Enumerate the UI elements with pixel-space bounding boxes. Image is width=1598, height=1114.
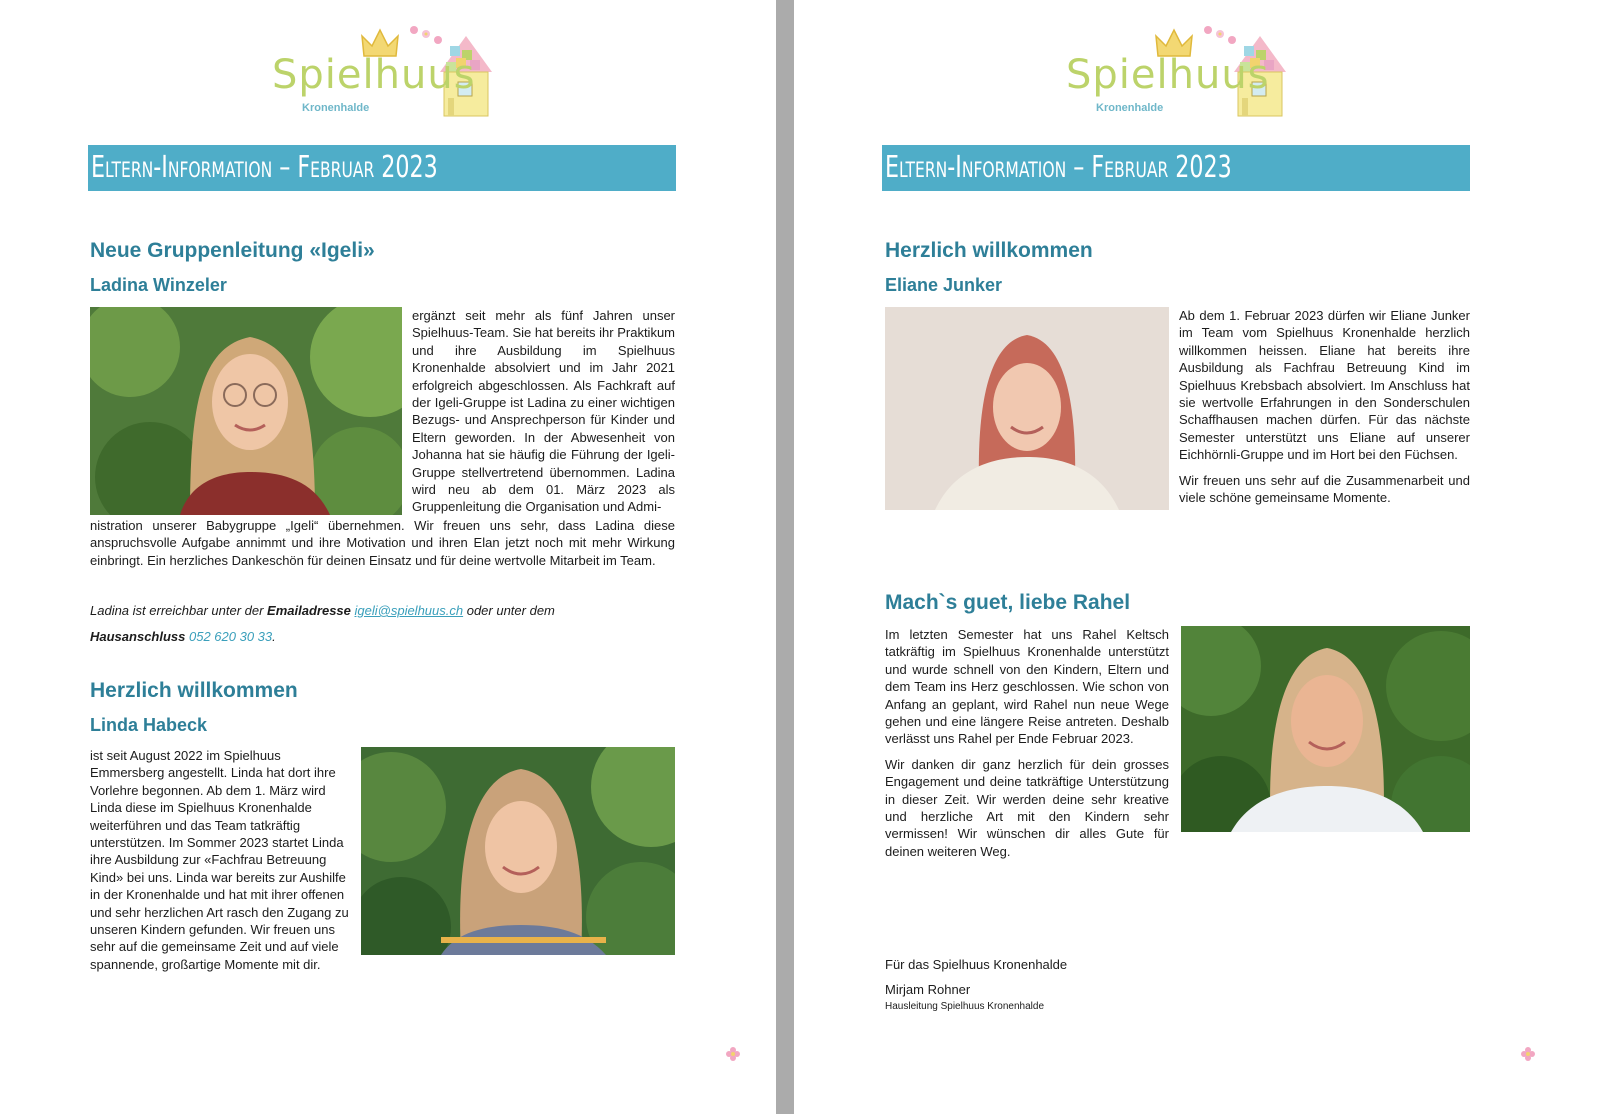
phone-number: 052 620 30 33: [189, 629, 273, 644]
document-page-left: [0, 0, 776, 1114]
spielhuus-logo: [268, 22, 508, 122]
photo-rahel-keltsch: [1181, 626, 1470, 832]
contact-end: .: [272, 629, 276, 644]
contact-line-email: [90, 603, 555, 618]
email-link[interactable]: igeli@spielhuus.ch: [354, 603, 464, 618]
text-rahel-2: Wir danken dir ganz herzlich für dein grosses Engagement und deine tatkräftige Unterstützung in dieser Zeit. Wir werden deine sehr kreative und herzliche Art mit den Kindern sehr vermissen! Wir wünschen dir alles Gute für deinen weiteren Weg.: [885, 756, 1169, 859]
text-eliane-1: Ab dem 1. Februar 2023 dürfen wir Eliane Junker im Team vom Spielhuus Kronenhalde herzlich willkommen heissen. Eliane hat bereits ihre Ausbildung als Fachfrau Betreuung Kind im Spielhuus Krebsbach absolviert. Im Anschluss hat sie wertvolle Erfahrungen in den Sonderschulen Schaffhausen machen dürfen. Für das nächste Semester unterstützt uns Eliane auf unserer Eichhörnli-Gruppe und im Hort bei den Füchsen.: [1179, 308, 1470, 463]
logo-subtitle: Kronenhalde: [1096, 102, 1164, 114]
newsletter-banner: [88, 145, 676, 191]
logo-wordmark: Spielhuus: [272, 52, 476, 98]
contact-line-phone: [90, 629, 276, 644]
text-eliane-2: Wir freuen uns sehr auf die Zusammenarbeit und viele schöne gemeinsame Momente.: [1179, 472, 1470, 506]
text-rahel-1: Im letzten Semester hat uns Rahel Keltsch tatkräftig im Spielhuus Kronenhalde unterstützt und wurde schnell von den Kindern, Eltern und dem Team ins Herz geschlossen. Wie schon von Anfang an geplant, wird Rahel nun neue Wege gehen und eine längere Reise antreten. Deshalb verlässt uns Rahel per Ende Februar 2023.: [885, 627, 1169, 747]
person-name: Ladina Winzeler: [90, 275, 227, 295]
flower-icon: [1202, 22, 1238, 46]
spielhuus-logo: [1062, 22, 1302, 122]
phone-label: Hausanschluss: [90, 629, 186, 644]
section-heading: Mach`s guet, liebe Rahel: [885, 591, 1131, 614]
newsletter-banner: [882, 145, 1470, 191]
section-heading: Herzlich willkommen: [90, 679, 298, 702]
signature-line: Für das Spielhuus Kronenhalde: [885, 957, 1068, 972]
logo-wordmark: Spielhuus: [1066, 52, 1270, 98]
logo-subtitle: Kronenhalde: [302, 102, 370, 114]
banner-title: Eltern-Information – Februar 2023: [885, 150, 1232, 185]
photo-linda-habeck: [361, 747, 675, 955]
banner-title: Eltern-Information – Februar 2023: [91, 150, 438, 185]
person-name: Eliane Junker: [885, 275, 1003, 295]
text-rahel: [885, 626, 1169, 860]
email-label: Emailadresse: [267, 603, 351, 618]
person-name: Linda Habeck: [90, 715, 208, 735]
flower-icon: [725, 1046, 741, 1062]
contact-prefix: Ladina ist erreichbar unter der: [90, 603, 268, 618]
section-heading: Neue Gruppenleitung «Igeli»: [90, 239, 375, 262]
signature-role: Hausleitung Spielhuus Kronenhalde: [885, 1001, 1045, 1012]
text-eliane: [1179, 307, 1470, 506]
text-ladina-continued: nistration unserer Babygruppe „Igeli“ übernehmen. Wir freuen uns sehr, dass Ladina diese anspruchsvolle Aufgabe annimmt und ihre Motivation und ihren Elan jetzt noch mit mehr Wirkung einbringt. Ein herzliches Dankeschön für deinen Einsatz und für deine wertvolle Mitarbeit im Team.: [90, 518, 675, 568]
document-page-right: [794, 0, 1598, 1114]
photo-eliane-junker: [885, 307, 1169, 510]
flower-icon: [408, 22, 444, 46]
photo-ladina-winzeler: [90, 307, 402, 515]
signature-name: Mirjam Rohner: [885, 982, 971, 997]
contact-middle: oder unter dem: [463, 603, 555, 618]
section-heading: Herzlich willkommen: [885, 239, 1093, 262]
text-ladina-intro: ergänzt seit mehr als fünf Jahren unser Spielhuus-Team. Sie hat bereits ihr Praktikum und ihre Ausbildung im Spielhuus Kronenhalde absolviert und im Jahr 2021 erfolgreich abgeschlossen. Als Fachkraft auf der Igeli-Gruppe ist Ladina zu einer wichtigen Bezugs- und Ansprechperson für Kinder und Eltern geworden. In der Abwesenheit von Johanna hat sie häufig die Führung der Igeli-Gruppe stellvertretend übernommen. Ladina wird neu ab dem 01. März 2023 als Gruppenleitung die Organisation und Admi-: [412, 308, 676, 515]
flower-icon: [1520, 1046, 1536, 1062]
text-linda: ist seit August 2022 im Spielhuus Emmersberg angestellt. Linda hat dort ihre Vorlehre begonnen. Ab dem 1. März wird Linda diese im Spielhuus Kronenhalde weiterführen und das Team tatkräftig unterstützen. Im Sommer 2023 startet Linda ihre Ausbildung zur «Fachfrau Betreuung Kind» bei uns. Linda war bereits zur Aushilfe in der Kronenhalde und hat mit ihrer offenen und sehr herzlichen Art rasch den Zugang zu unseren Kindern gefunden. Wir freuen uns sehr auf die gemeinsame Zeit und auf viele spannende, großartige Momente mit dir.: [90, 748, 349, 972]
